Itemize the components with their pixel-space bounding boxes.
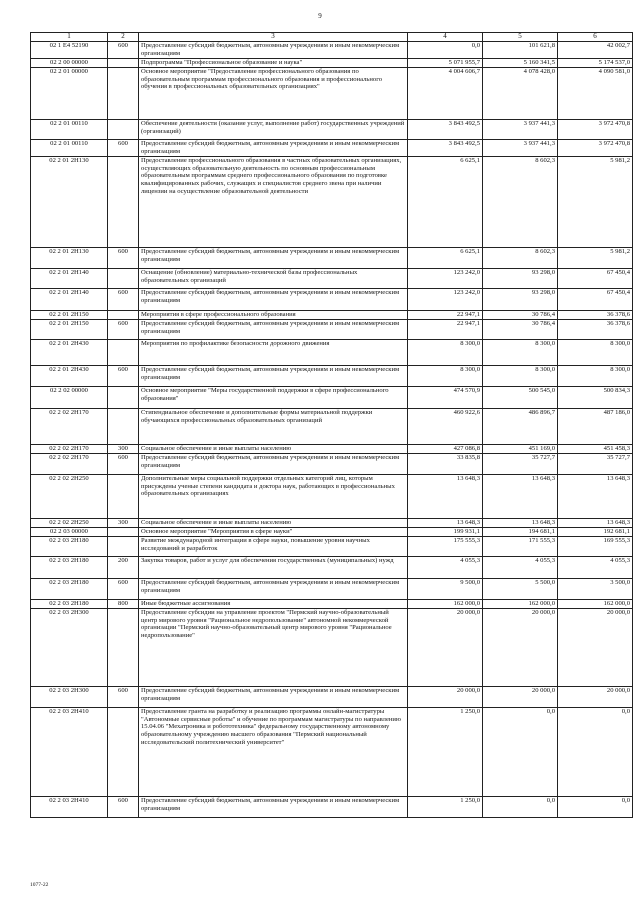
row-code-cell: 02 2 03 2H300 (31, 686, 108, 707)
row-value-2-cell: 4 078 428,0 (483, 67, 558, 119)
row-value-1-cell: 460 922,6 (408, 408, 483, 444)
table-row (31, 268, 633, 288)
row-expense-type-cell: 300 (108, 444, 139, 453)
row-code-cell: 02 2 01 2H130 (31, 156, 108, 247)
header-cell-6: 6 (558, 33, 633, 42)
row-value-3-cell: 36 378,6 (558, 310, 633, 319)
row-value-1-cell: 474 570,9 (408, 386, 483, 408)
row-name-cell: Предоставление субсидий бюджетным, автономным учреждениям и иным некоммерческим организациям (139, 41, 408, 58)
row-name-cell: Социальное обеспечение и иные выплаты населению (139, 518, 408, 527)
row-code-cell: 02 2 01 2H140 (31, 288, 108, 310)
row-value-3-cell: 169 555,3 (558, 536, 633, 556)
row-value-2-cell: 93 298,0 (483, 288, 558, 310)
row-value-1-cell: 22 947,1 (408, 310, 483, 319)
row-expense-type-cell: 600 (108, 796, 139, 817)
table-row (31, 408, 633, 444)
row-value-2-cell: 13 648,3 (483, 474, 558, 518)
header-cell-3: 3 (139, 33, 408, 42)
table-row (31, 310, 633, 319)
row-value-2-cell: 3 937 441,3 (483, 119, 558, 139)
row-name-cell: Основное мероприятие "Предоставление профессионального образования по образовательным программам профессионального образования и профессионального обучения в профессиональных образовательных организациях" (139, 67, 408, 119)
row-value-2-cell: 8 300,0 (483, 339, 558, 365)
row-name-cell: Предоставление субсидий бюджетным, автономным учреждениям и иным некоммерческим организациям (139, 365, 408, 386)
row-code-cell: 02 2 01 2H140 (31, 268, 108, 288)
row-value-2-cell: 0,0 (483, 796, 558, 817)
row-name-cell: Мероприятия в сфере профессионального образования (139, 310, 408, 319)
row-expense-type-cell (108, 707, 139, 796)
table-row (31, 247, 633, 268)
row-value-2-cell: 3 937 441,3 (483, 139, 558, 156)
row-value-3-cell: 192 681,1 (558, 527, 633, 536)
table-row (31, 339, 633, 365)
row-value-3-cell: 8 300,0 (558, 339, 633, 365)
row-code-cell: 02 2 00 00000 (31, 58, 108, 67)
row-value-2-cell: 0,0 (483, 707, 558, 796)
table-row (31, 365, 633, 386)
table-header-row (31, 33, 633, 42)
row-name-cell: Предоставление субсидий бюджетным, автономным учреждениям и иным некоммерческим организациям (139, 578, 408, 599)
row-value-1-cell: 175 555,3 (408, 536, 483, 556)
row-code-cell: 02 2 03 00000 (31, 527, 108, 536)
row-value-2-cell: 93 298,0 (483, 268, 558, 288)
row-value-1-cell: 20 000,0 (408, 686, 483, 707)
row-value-1-cell: 6 625,1 (408, 247, 483, 268)
row-code-cell: 02 2 03 2H180 (31, 556, 108, 578)
row-expense-type-cell (108, 608, 139, 686)
row-value-3-cell: 5 981,2 (558, 247, 633, 268)
row-code-cell: 02 2 03 2H300 (31, 608, 108, 686)
row-value-1-cell: 20 000,0 (408, 608, 483, 686)
row-value-3-cell: 8 300,0 (558, 365, 633, 386)
row-expense-type-cell: 600 (108, 41, 139, 58)
row-value-1-cell: 123 242,0 (408, 268, 483, 288)
table-row (31, 41, 633, 58)
row-name-cell: Развитие международной интеграции в сфере науки, повышение уровня научных исследований и разработок (139, 536, 408, 556)
row-value-1-cell: 13 648,3 (408, 518, 483, 527)
row-expense-type-cell (108, 527, 139, 536)
row-value-3-cell: 3 972 470,8 (558, 139, 633, 156)
row-value-2-cell: 8 300,0 (483, 365, 558, 386)
row-expense-type-cell: 600 (108, 288, 139, 310)
row-name-cell: Предоставление субсидий бюджетным, автономным учреждениям и иным некоммерческим организациям (139, 796, 408, 817)
row-expense-type-cell: 600 (108, 453, 139, 474)
row-value-1-cell: 1 250,0 (408, 796, 483, 817)
row-value-1-cell: 6 625,1 (408, 156, 483, 247)
row-value-2-cell: 35 727,7 (483, 453, 558, 474)
row-value-2-cell: 30 786,4 (483, 310, 558, 319)
row-expense-type-cell (108, 67, 139, 119)
header-cell-2: 2 (108, 33, 139, 42)
row-value-1-cell: 4 004 606,7 (408, 67, 483, 119)
row-value-3-cell: 0,0 (558, 707, 633, 796)
row-value-2-cell: 500 545,0 (483, 386, 558, 408)
row-expense-type-cell: 300 (108, 518, 139, 527)
row-name-cell: Предоставление субсидии на управление проектом "Пермский научно-образовательный центр мирового уровня "Рациональное недропользование" автономной некоммерческой организации "Пермский научно-образовательный центр мирового уровня "Рациональное недропользование" (139, 608, 408, 686)
row-expense-type-cell: 600 (108, 139, 139, 156)
row-expense-type-cell: 600 (108, 319, 139, 339)
row-code-cell: 02 2 01 2H430 (31, 365, 108, 386)
table-row (31, 536, 633, 556)
row-value-2-cell: 13 648,3 (483, 518, 558, 527)
row-value-3-cell: 35 727,7 (558, 453, 633, 474)
row-value-1-cell: 123 242,0 (408, 288, 483, 310)
row-expense-type-cell: 600 (108, 686, 139, 707)
table-row (31, 444, 633, 453)
row-value-3-cell: 3 500,0 (558, 578, 633, 599)
row-code-cell: 02 2 01 00000 (31, 67, 108, 119)
row-value-3-cell: 162 000,0 (558, 599, 633, 608)
row-value-3-cell: 0,0 (558, 796, 633, 817)
row-name-cell: Социальное обеспечение и иные выплаты населению (139, 444, 408, 453)
row-expense-type-cell (108, 119, 139, 139)
row-value-3-cell: 487 186,0 (558, 408, 633, 444)
row-value-2-cell: 162 000,0 (483, 599, 558, 608)
row-value-2-cell: 30 786,4 (483, 319, 558, 339)
table-row (31, 119, 633, 139)
row-code-cell: 02 2 01 2H130 (31, 247, 108, 268)
row-name-cell: Закупка товаров, работ и услуг для обеспечения государственных (муниципальных) нужд (139, 556, 408, 578)
row-expense-type-cell (108, 386, 139, 408)
row-expense-type-cell (108, 474, 139, 518)
row-value-1-cell: 22 947,1 (408, 319, 483, 339)
table-row (31, 58, 633, 67)
row-name-cell: Предоставление субсидий бюджетным, автономным учреждениям и иным некоммерческим организациям (139, 247, 408, 268)
table-body (31, 33, 633, 818)
row-name-cell: Предоставление субсидий бюджетным, автономным учреждениям и иным некоммерческим организациям (139, 453, 408, 474)
row-value-3-cell: 67 450,4 (558, 288, 633, 310)
header-cell-1: 1 (31, 33, 108, 42)
row-value-3-cell: 36 378,6 (558, 319, 633, 339)
row-code-cell: 02 2 01 00110 (31, 119, 108, 139)
row-value-1-cell: 33 835,8 (408, 453, 483, 474)
row-value-2-cell: 4 055,3 (483, 556, 558, 578)
row-code-cell: 02 2 02 2H250 (31, 474, 108, 518)
table-row (31, 518, 633, 527)
row-value-3-cell: 5 174 537,0 (558, 58, 633, 67)
row-value-2-cell: 5 500,0 (483, 578, 558, 599)
row-expense-type-cell: 600 (108, 365, 139, 386)
table-row (31, 527, 633, 536)
row-value-1-cell: 13 648,3 (408, 474, 483, 518)
row-code-cell: 02 2 03 2H180 (31, 578, 108, 599)
page-number: 9 (318, 12, 322, 20)
row-code-cell: 02 2 02 2H170 (31, 453, 108, 474)
row-value-1-cell: 3 843 492,5 (408, 139, 483, 156)
row-code-cell: 02 2 03 2H180 (31, 536, 108, 556)
row-value-2-cell: 101 621,8 (483, 41, 558, 58)
table-row (31, 796, 633, 817)
table-row (31, 608, 633, 686)
row-code-cell: 02 2 03 2H410 (31, 707, 108, 796)
row-name-cell: Иные бюджетные ассигнования (139, 599, 408, 608)
row-code-cell: 02 2 03 2H410 (31, 796, 108, 817)
row-name-cell: Оснащение (обновление) материально-технической базы профессиональных образовательных организаций (139, 268, 408, 288)
row-value-1-cell: 199 931,1 (408, 527, 483, 536)
row-expense-type-cell (108, 536, 139, 556)
row-value-3-cell: 13 648,3 (558, 518, 633, 527)
row-value-1-cell: 162 000,0 (408, 599, 483, 608)
row-value-3-cell: 42 002,7 (558, 41, 633, 58)
header-cell-4: 4 (408, 33, 483, 42)
row-expense-type-cell (108, 310, 139, 319)
row-value-3-cell: 4 055,3 (558, 556, 633, 578)
row-value-2-cell: 486 896,7 (483, 408, 558, 444)
row-name-cell: Предоставление субсидий бюджетным, автономным учреждениям и иным некоммерческим организациям (139, 288, 408, 310)
row-code-cell: 02 2 01 2H150 (31, 319, 108, 339)
row-value-3-cell: 500 834,3 (558, 386, 633, 408)
row-value-3-cell: 451 458,3 (558, 444, 633, 453)
header-cell-5: 5 (483, 33, 558, 42)
row-expense-type-cell (108, 58, 139, 67)
row-name-cell: Предоставление субсидий бюджетным, автономным учреждениям и иным некоммерческим организациям (139, 686, 408, 707)
row-expense-type-cell (108, 339, 139, 365)
row-value-2-cell: 194 681,1 (483, 527, 558, 536)
row-expense-type-cell (108, 156, 139, 247)
table-row (31, 67, 633, 119)
row-value-1-cell: 8 300,0 (408, 365, 483, 386)
row-name-cell: Подпрограмма "Профессиональное образование и наука" (139, 58, 408, 67)
table-row (31, 686, 633, 707)
row-value-1-cell: 3 843 492,5 (408, 119, 483, 139)
row-name-cell: Обеспечение деятельности (оказание услуг, выполнение работ) государственных учреждений (организаций) (139, 119, 408, 139)
row-code-cell: 02 2 03 2H180 (31, 599, 108, 608)
row-value-1-cell: 1 250,0 (408, 707, 483, 796)
row-value-1-cell: 4 055,3 (408, 556, 483, 578)
row-expense-type-cell (108, 408, 139, 444)
row-value-1-cell: 0,0 (408, 41, 483, 58)
row-name-cell: Мероприятия по профилактике безопасности дорожного движения (139, 339, 408, 365)
row-name-cell: Предоставление субсидий бюджетным, автономным учреждениям и иным некоммерческим организациям (139, 319, 408, 339)
table-row (31, 707, 633, 796)
row-value-2-cell: 171 555,3 (483, 536, 558, 556)
row-code-cell: 02 1 E4 52190 (31, 41, 108, 58)
row-value-2-cell: 8 602,3 (483, 247, 558, 268)
document-footer-code: 1077-22 (30, 882, 49, 888)
row-expense-type-cell: 600 (108, 247, 139, 268)
row-value-3-cell: 67 450,4 (558, 268, 633, 288)
row-expense-type-cell: 200 (108, 556, 139, 578)
row-value-3-cell: 4 090 581,0 (558, 67, 633, 119)
row-expense-type-cell: 800 (108, 599, 139, 608)
table-row (31, 599, 633, 608)
row-code-cell: 02 2 01 00110 (31, 139, 108, 156)
row-value-2-cell: 20 000,0 (483, 686, 558, 707)
row-value-3-cell: 20 000,0 (558, 608, 633, 686)
row-value-3-cell: 3 972 470,8 (558, 119, 633, 139)
row-code-cell: 02 2 01 2H430 (31, 339, 108, 365)
row-expense-type-cell: 600 (108, 578, 139, 599)
table-row (31, 139, 633, 156)
row-name-cell: Основное мероприятие "Мероприятия в сфере науки" (139, 527, 408, 536)
row-value-3-cell: 20 000,0 (558, 686, 633, 707)
table-row (31, 556, 633, 578)
row-code-cell: 02 2 02 2H170 (31, 444, 108, 453)
row-value-1-cell: 427 086,8 (408, 444, 483, 453)
row-name-cell: Основное мероприятие "Меры государственной поддержки в сфере профессионального образования" (139, 386, 408, 408)
row-code-cell: 02 2 02 2H250 (31, 518, 108, 527)
budget-table (30, 32, 633, 818)
row-value-1-cell: 9 500,0 (408, 578, 483, 599)
table-row (31, 319, 633, 339)
row-value-1-cell: 8 300,0 (408, 339, 483, 365)
row-name-cell: Стипендиальное обеспечение и дополнительные формы материальной поддержки обучающихся профессиональных образовательных организаций (139, 408, 408, 444)
row-value-1-cell: 5 071 955,7 (408, 58, 483, 67)
row-value-2-cell: 8 602,3 (483, 156, 558, 247)
table-row (31, 453, 633, 474)
table-row (31, 386, 633, 408)
row-name-cell: Предоставление профессионального образования в частных образовательных организациях, осуществляющих образовательную деятельность по основным профессиональным образовательным программам среднего профессионального образования по подготовке квалифицированных рабочих, служащих и специалистов среднего звена при наличии лицензии на осуществление образовательной деятельности (139, 156, 408, 247)
row-code-cell: 02 2 02 00000 (31, 386, 108, 408)
table-row (31, 156, 633, 247)
row-value-2-cell: 5 160 341,5 (483, 58, 558, 67)
row-name-cell: Предоставление субсидий бюджетным, автономным учреждениям и иным некоммерческим организациям (139, 139, 408, 156)
row-value-3-cell: 13 648,3 (558, 474, 633, 518)
row-value-3-cell: 5 981,2 (558, 156, 633, 247)
row-name-cell: Дополнительные меры социальной поддержки отдельных категорий лиц, которым присуждены ученые степени кандидата и доктора наук, работающих в профессиональных образовательных организациях (139, 474, 408, 518)
row-value-2-cell: 451 169,0 (483, 444, 558, 453)
row-name-cell: Предоставление гранта на разработку и реализацию программы онлайн-магистратуры "Автономные сервисные роботы" и обучение по программам магистратуры по направлению 15.04.06 "Мехатроника и робототехника" федеральному государственному автономному образовательному учреждению высшего образования "Пермский национальный исследовательский политехнический университет" (139, 707, 408, 796)
table-row (31, 578, 633, 599)
row-value-2-cell: 20 000,0 (483, 608, 558, 686)
row-code-cell: 02 2 02 2H170 (31, 408, 108, 444)
row-expense-type-cell (108, 268, 139, 288)
row-code-cell: 02 2 01 2H150 (31, 310, 108, 319)
table-row (31, 474, 633, 518)
table-row (31, 288, 633, 310)
